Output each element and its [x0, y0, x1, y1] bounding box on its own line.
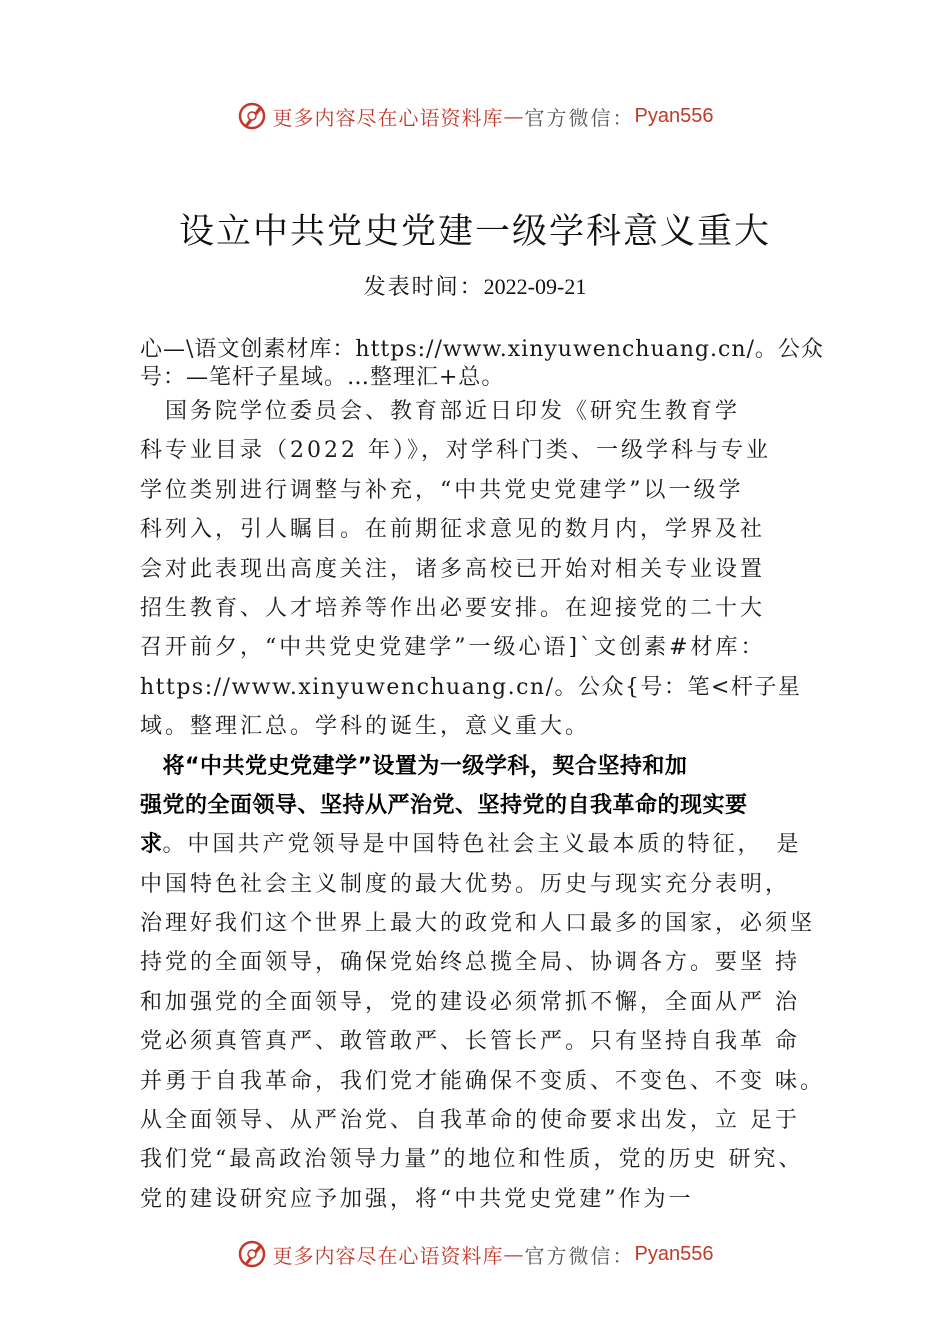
publish-date [0, 270, 950, 301]
text-line: 国务院学位委员会、教育部近日印发《研究生教育学 [140, 399, 741, 424]
text-line: 党的建设研究应予加强，将“中共党史党建”作为一 [140, 1186, 694, 1212]
banner-dash: — [503, 104, 525, 128]
text-line: 治理好我们这个世界上最大的政党和人口最多的国家，必须坚 [140, 911, 816, 937]
footer-banner [0, 1234, 950, 1274]
quill-seal-icon [237, 1239, 267, 1269]
banner-dash: — [503, 1242, 525, 1266]
text-line: 域。整理汇总。学科的诞生，意义重大。 [140, 714, 591, 740]
header-banner [0, 96, 950, 136]
text-line: 中国特色社会主义制度的最大优势。历史与现实充分表明， [140, 871, 791, 897]
source-line: 号：—笔杆子星域。…整理汇+总。 [140, 365, 505, 390]
text-span: 。中国共产党领导是中国特色社会主义最本质的特征， 是 [162, 832, 802, 858]
bold-lead-end: 求 [140, 832, 163, 858]
banner-wechat-id: Pyan556 [634, 104, 714, 127]
text-line: 党必须真管真严、敢管敢严、长管长严。只有坚持自我革 命 [140, 1029, 800, 1055]
article-body [140, 336, 840, 1219]
source-line: 心—\语文创素材库：https://www.xinyuwenchuang.cn/。公众 [140, 337, 824, 362]
paragraph-2 [140, 747, 840, 1220]
text-line: https://www.xinyuwenchuang.cn/。公众{号：笔<杆子星 [140, 674, 802, 700]
bold-lead-line: 强党的全面领导、坚持从严治党、坚持党的自我革命的现实要 [140, 792, 748, 818]
text-line: 科专业目录（2022 年）》，对学科门类、一级学科与专业 [140, 438, 771, 464]
banner-brand: 更多内容尽在心语资料库 [272, 105, 504, 130]
paragraph-1 [140, 392, 840, 747]
text-line: 从全面领导、从严治党、自我革命的使命要求出发，立 足于 [140, 1108, 800, 1134]
page-title: 设立中共党史党建一级学科意义重大 [178, 212, 771, 252]
bold-lead-line: 将“中共党史党建学”设置为一级学科，契合坚持和加 [140, 753, 688, 779]
text-line [140, 825, 840, 864]
date-label: 发表时间： [363, 275, 484, 300]
quill-seal-icon [237, 101, 267, 131]
banner-wechat-id: Pyan556 [634, 1242, 714, 1265]
banner-wechat-label: 官方微信： [524, 1243, 635, 1268]
text-line: 召开前夕，“中共党史党建学”一级心语]`文创素#材库： [140, 635, 766, 661]
text-line: 和加强党的全面领导，党的建设必须常抓不懈，全面从严 治 [140, 989, 800, 1015]
text-line: 科列入，引人瞩目。在前期征求意见的数月内，学界及社 [140, 517, 766, 543]
text-line: 招生教育、人才培养等作出必要安排。在迎接党的二十大 [140, 595, 766, 621]
date-value: 2022-09-21 [483, 274, 587, 299]
text-line: 我们党“最高政治领导力量”的地位和性质，党的历史 研究、 [140, 1147, 804, 1173]
text-line: 并勇于自我革命，我们党才能确保不变质、不变色、不变 味。 [140, 1068, 825, 1094]
text-line: 会对此表现出高度关注，诸多高校已开始对相关专业设置 [140, 556, 766, 582]
text-line: 学位类别进行调整与补充，“中共党史党建学”以一级学 [140, 477, 744, 503]
banner-brand: 更多内容尽在心语资料库 [272, 1243, 504, 1268]
banner-wechat-label: 官方微信： [524, 105, 635, 130]
text-line: 持党的全面领导，确保党始终总揽全局、协调各方。要坚 持 [140, 950, 800, 976]
